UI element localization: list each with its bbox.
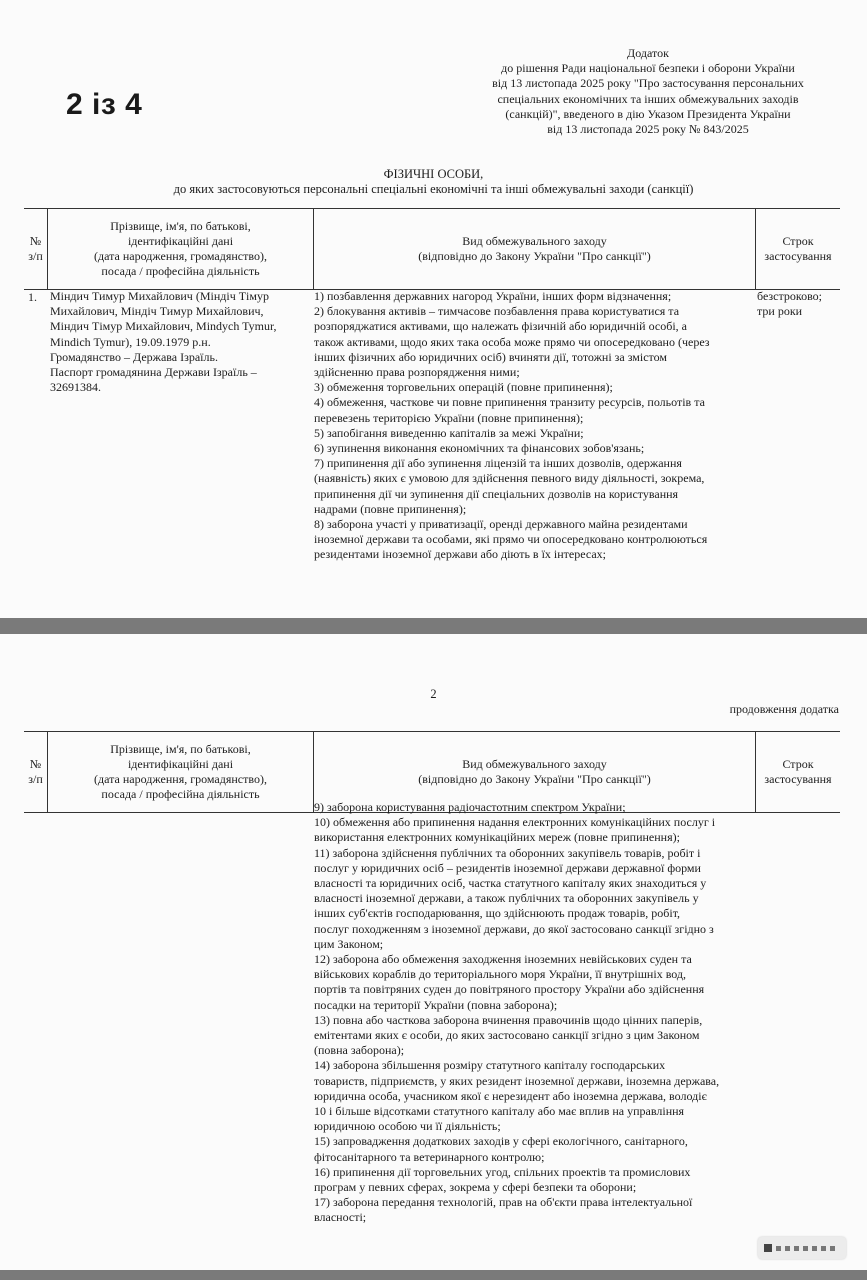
header-measure: Вид обмежувального заходу (відповідно до Закону України "Про санкції") xyxy=(418,234,651,263)
continuation-label: продовження додатка xyxy=(729,702,839,716)
row-number: 1. xyxy=(28,290,37,304)
annex-line: Додаток xyxy=(627,46,669,60)
annex-line: до рішення Ради національної безпеки і оборони України xyxy=(501,61,795,76)
measures-list-page1: 1) позбавлення державних нагород України, інших форм відзначення; 2) блокування активів – тимчасове позбавлення права користуватися та розпоряджатися активами, що належать фізичній або юридичній особі, а також активами, щодо яких така особа може прямо чи опосередковано (через інших фізичних або юридичних осіб) вчиняти дії, тотожні за змістом здійсненню права розпорядження ними; 3) обмеження торговельних операцій (повне припинення); 4) обмеження, часткове чи повне припинення транзиту ресурсів, польотів та перевезень територією України (повне припинення); 5) запобігання виведенню капіталів за межі України; 6) зупинення виконання економічних та фінансових зобов'язань; 7) припинення дії або зупинення ліцензій та інших дозволів, одержання (наявність) яких є умовою для здійснення певного виду діяльності, зокрема, припинення дії чи зупинення дії спеціальних дозволів на користування надрами (повне припинення); 8) заборона участі у приватизації, оренді державного майна резидентами іноземної держави та особами, які прямо чи опосередковано контролюються резидентами іноземної держави або діють в їх інтересах; xyxy=(314,289,710,562)
page-scroller-icon[interactable] xyxy=(758,1237,846,1259)
annex-line: (санкцій)", введеного в дію Указом Президента України xyxy=(505,106,791,121)
annex-line: від 13 листопада 2025 року № 843/2025 xyxy=(547,122,749,137)
page-counter: 2 із 4 xyxy=(66,88,143,121)
section-title: ФІЗИЧНІ ОСОБИ, xyxy=(383,167,484,181)
header-num: № з/п xyxy=(28,234,43,263)
page-separator xyxy=(0,618,867,634)
annex-line: спеціальних економічних та інших обмежувальних заходів xyxy=(497,91,799,106)
header-term: Строк застосування xyxy=(764,234,832,263)
annex-line: від 13 листопада 2025 року "Про застосування персональних xyxy=(492,76,804,91)
table-header xyxy=(24,208,840,290)
page-separator xyxy=(0,1270,867,1280)
term-of-application: безстроково; три роки xyxy=(757,289,823,319)
section-subtitle: до яких застосовуються персональні спеціальні економічні та інші обмежувальні заходи (санкції) xyxy=(173,182,694,196)
header-person: Прізвище, ім'я, по батькові, ідентифікаційні дані (дата народження, громадянство), посада / професійна діяльність xyxy=(94,219,267,278)
page-number: 2 xyxy=(430,687,437,701)
annex-header xyxy=(468,46,828,137)
document-page-1 xyxy=(0,0,867,618)
person-details: Міндич Тимур Михайлович (Міндіч Тімур Михайлович, Міндіч Тимур Михайлович, Міндич Тімур Михайлович, Mindych Tymur, Mindich Tymur), 19.09.1979 р.н. Громадянство – Держава Ізраїль. Паспорт громадянина Держави Ізраїль – 32691384. xyxy=(50,289,277,395)
header-num: № з/п xyxy=(28,757,43,786)
measures-list-page2: 9) заборона користування радіочастотним спектром України; 10) обмеження або припинення надання електронних комунікаційних послуг і використання електронних комунікаційних мереж (повне припинення); 11) заборона здійснення публічних та оборонних закупівель товарів, робіт і послуг у юридичних осіб – резидентів іноземної держави державної форми власності та юридичних осіб, частка статутного капіталу яких знаходиться у власності іноземної держави, а також публічних та оборонних закупівель у інших суб'єктів господарювання, що здійснюють продаж товарів, робіт, послуг походженням з іноземної держави, до якої застосовано санкції згідно з цим Законом; 12) заборона або обмеження заходження іноземних невійськових суден та військових кораблів до територіального моря України, її внутрішніх вод, портів та повітряних суден до повітряного простору України або здійснення посадки на території України (повна заборона); 13) повна або часткова заборона вчинення правочинів щодо цінних паперів, емітентами яких є особи, до яких застосовано санкції згідно з цим Законом (повна заборона); 14) заборона збільшення розміру статутного капіталу господарських товариств, підприємств, у яких резидент іноземної держави, іноземна держава, юридична особа, учасником якої є нерезидент або іноземна держава, володіє 10 і більше відсотками статутного капіталу або має вплив на управління юридичною особою чи її діяльність; 15) запровадження додаткових заходів у сфері екологічного, санітарного, фітосанітарного та ветеринарного контролю; 16) припинення дії торговельних угод, спільних проектів та промислових програм у певних сферах, зокрема у сфері безпеки та оборони; 17) заборона передання технологій, прав на об'єкти права інтелектуальної власності; xyxy=(314,800,720,1225)
header-person: Прізвище, ім'я, по батькові, ідентифікаційні дані (дата народження, громадянство), посада / професійна діяльність xyxy=(94,742,267,801)
header-measure: Вид обмежувального заходу (відповідно до Закону України "Про санкції") xyxy=(418,757,651,786)
header-term: Строк застосування xyxy=(764,757,832,786)
